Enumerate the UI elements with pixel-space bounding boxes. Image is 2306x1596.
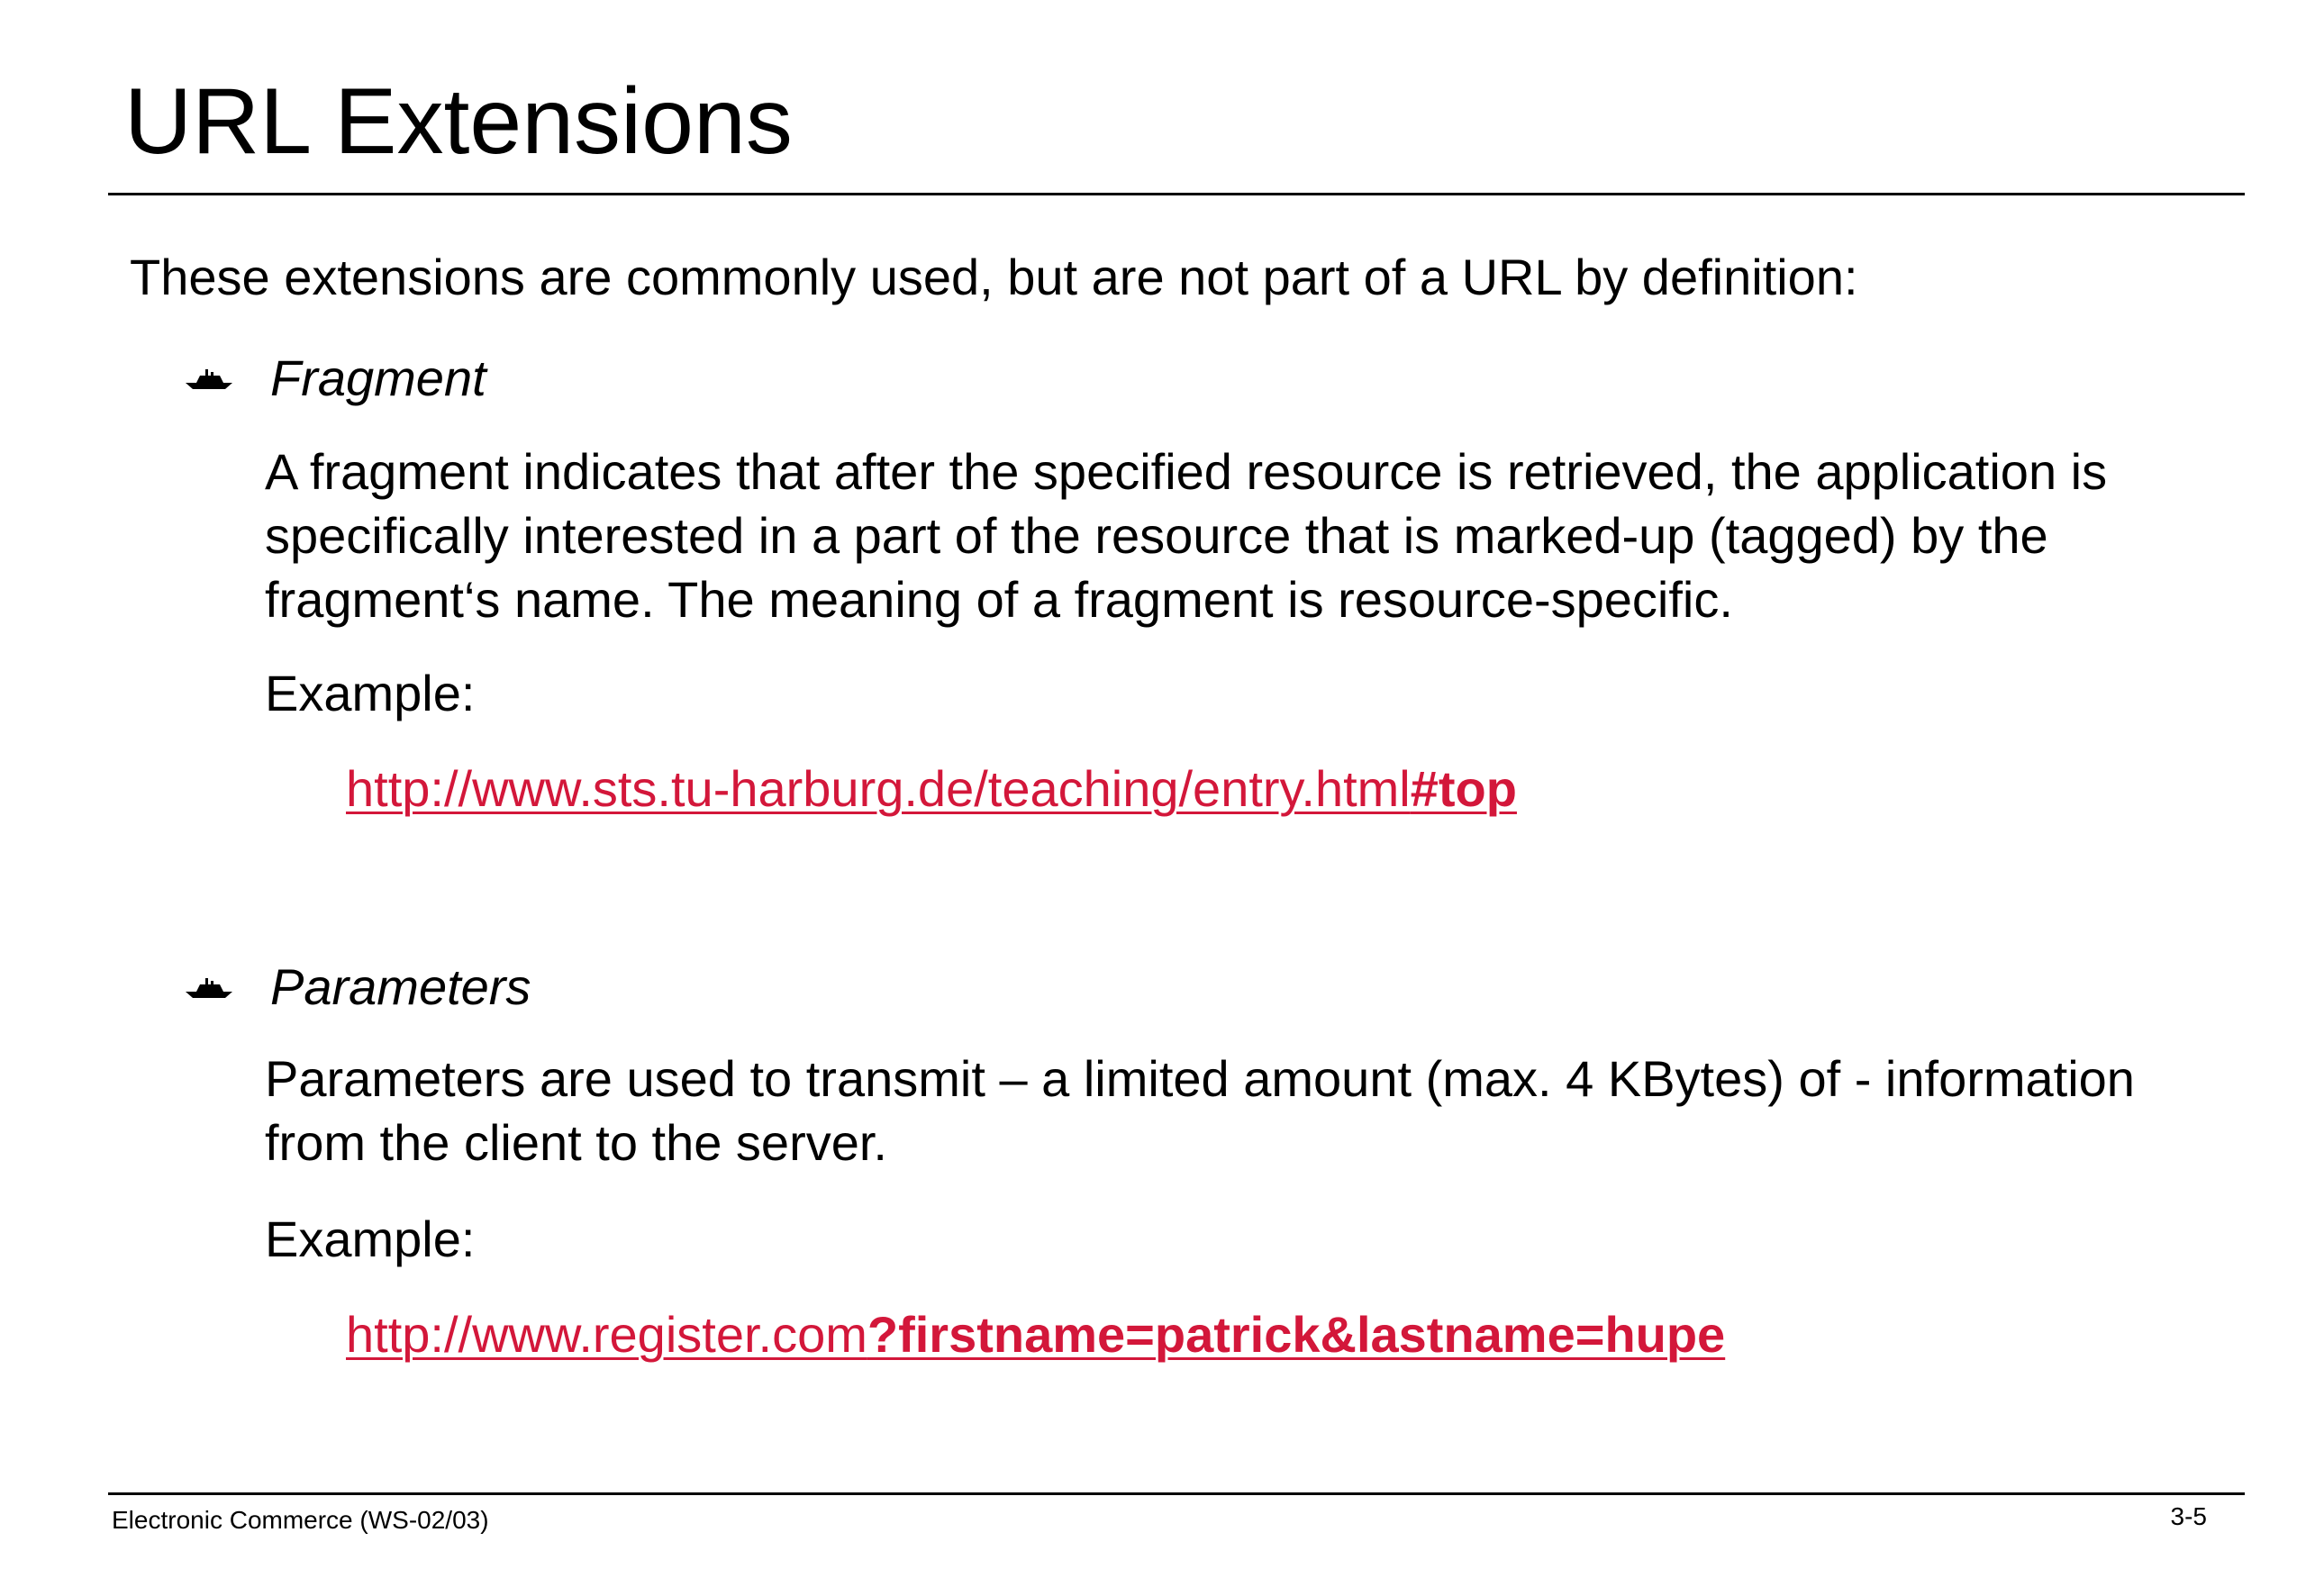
footer-divider <box>108 1492 2245 1495</box>
parameters-description: Parameters are used to transmit – a limited amount (max. 4 KBytes) of - information from the client to the server. <box>265 1050 2135 1171</box>
ship-icon <box>184 365 234 392</box>
section-heading-parameters: Parameters <box>270 958 531 1015</box>
fragment-description: A fragment indicates that after the specified resource is retrieved, the application is specifically interested in a part of the resource that is marked-up (tagged) by the fragment‘s name. The meaning of a fragment is resource-specific. <box>265 443 2108 628</box>
parameters-example-link[interactable] <box>346 1304 1725 1365</box>
fragment-example-label: Example: <box>265 665 476 721</box>
section-heading-fragment: Fragment <box>270 349 486 406</box>
footer-course: Electronic Commerce (WS-02/03) <box>112 1506 489 1534</box>
bullet-fragment <box>184 348 486 408</box>
intro-text: These extensions are commonly used, but are not part of a URL by definition: <box>130 249 1858 305</box>
bullet-parameters <box>184 957 531 1017</box>
ship-icon <box>184 974 234 1001</box>
fragment-url-base: http://www.sts.tu-harburg.de/teaching/entry.html <box>346 760 1411 817</box>
fragment-example-link[interactable] <box>346 758 1517 819</box>
fragment-url-highlight: #top <box>1410 760 1517 817</box>
page-number: 3-5 <box>2170 1502 2207 1530</box>
slide-title: URL Extensions <box>124 69 793 174</box>
parameters-url-highlight: ?firstname=patrick&lastname=hupe <box>867 1306 1726 1363</box>
parameters-url-base: http://www.register.com <box>346 1306 867 1363</box>
title-divider <box>108 193 2245 195</box>
parameters-example-label: Example: <box>265 1211 476 1267</box>
